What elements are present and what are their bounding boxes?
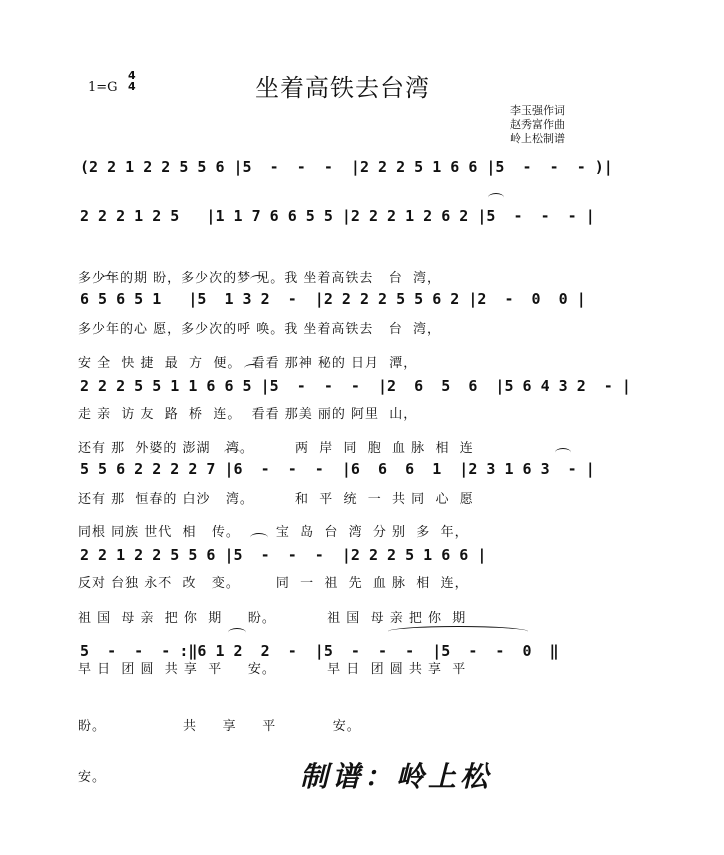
lyric-verse-1: 安 全 快 捷 最 方 便。 看看 那神 秘的 日月 潭， xyxy=(78,356,418,371)
notes-row-6: 5 - - - :‖6 1 2 2 - |5 - - - |5 - - 0 ‖ xyxy=(80,642,559,660)
lyric-verse-2: 还有 那 恒春的 白沙 湾。 和 平 统 一 共 同 心 愿 xyxy=(78,492,474,507)
lyric-verse-1: 祖 国 母 亲 把 你 期 盼。 祖 国 母 亲 把 你 期 xyxy=(78,611,467,626)
notes-row-4: 5 5 6 2 2 2 2 7 |6 - - - |6 6 6 1 |2 3 1 6 3 - | xyxy=(80,460,595,478)
lyric-verse-2: 安。 xyxy=(78,770,107,785)
slur-arc xyxy=(488,193,504,202)
slur-arc xyxy=(250,275,266,284)
time-sig-bottom: 4 xyxy=(128,80,136,93)
lyric-verse-2: 早 日 团 圆 共 享 平 安。 早 日 团 圆 共 享 平 xyxy=(78,662,467,677)
slur-arc xyxy=(250,533,268,542)
tie-arc xyxy=(388,626,528,637)
key-signature: 1=G xyxy=(88,80,118,95)
slur-arc xyxy=(100,275,118,284)
signature: 制谱：岭上松 xyxy=(300,760,493,793)
credits xyxy=(510,104,565,146)
time-sig-top: 4 xyxy=(128,69,136,82)
composer-credit: 赵秀富作曲 xyxy=(510,118,565,131)
notes-row-3: 2 2 2 5 5 1 1 6 6 5 |5 - - - |2 6 5 6 |5 6 4 3 2 - | xyxy=(80,377,631,395)
slur-arc xyxy=(228,628,246,637)
slur-arc xyxy=(555,448,571,457)
lyricist-credit: 李玉强作词 xyxy=(510,104,565,117)
lyric-verse-2: 多少年的心 愿，多少次的呼 唤。我 坐着高铁去 台 湾， xyxy=(78,322,442,337)
lyric-verse-1: 同根 同族 世代 相 传。 宝 岛 台 湾 分 别 多 年， xyxy=(78,525,469,540)
slur-arc xyxy=(244,364,260,373)
notes-row-intro: (2 2 1 2 2 5 5 6 |5 - - - |2 2 2 5 1 6 6 |5 - - - )| xyxy=(80,158,613,176)
arranger-credit: 岭上松制谱 xyxy=(510,132,565,145)
lyric-verse-2: 走 亲 访 友 路 桥 连。 看看 那美 丽的 阿里 山， xyxy=(78,407,418,422)
lyric-verse-2: 反对 台独 永不 改 变。 同 一 祖 先 血 脉 相 连， xyxy=(78,576,469,591)
lyric-verse-1: 还有 那 外婆的 澎湖 湾。 两 岸 同 胞 血 脉 相 连 xyxy=(78,441,474,456)
notes-row-5: 2 2 1 2 2 5 5 6 |5 - - - |2 2 2 5 1 6 6 | xyxy=(80,546,487,564)
lyric-verse-1: 盼。 共 享 平 安。 xyxy=(78,719,361,734)
notes-row-1: 2 2 2 1 2 5 |1 1 7 6 6 5 5 |2 2 2 1 2 6 2 |5 - - - | xyxy=(80,207,595,225)
time-signature xyxy=(128,70,136,92)
notes-row-2: 6 5 6 5 1 |5 1 3 2 - |2 2 2 2 5 5 6 2 |2 - 0 0 | xyxy=(80,290,586,308)
slur-arc xyxy=(224,448,240,457)
lyric-verse-1: 多少年的期 盼，多少次的梦 见。我 坐着高铁去 台 湾， xyxy=(78,271,442,286)
song-title: 坐着高铁去台湾 xyxy=(255,74,430,102)
